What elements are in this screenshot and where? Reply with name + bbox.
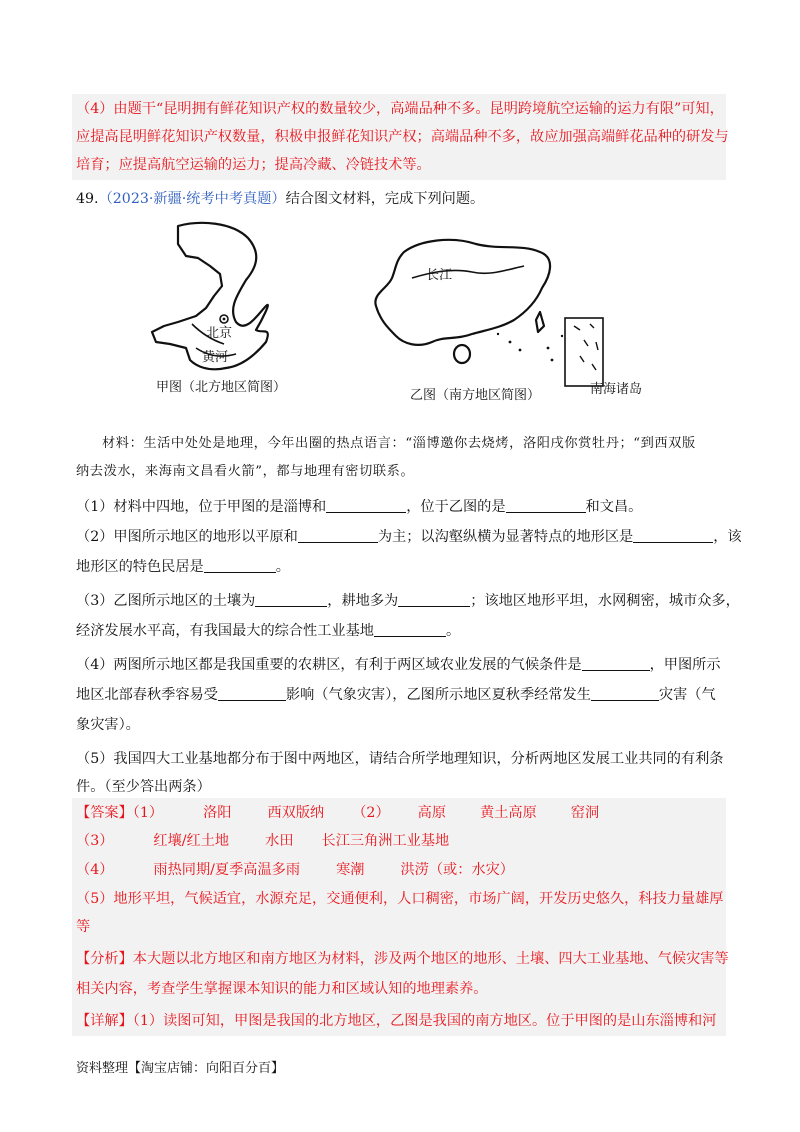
previous-answer-line: 培育；应提高航空运输的运力；提高冷藏、冷链技术等。 [76,157,431,173]
answer-row-4-cont: 等 [76,919,91,935]
question-header [76,186,724,213]
south-islands-label: 南海诸岛 [590,382,643,397]
huanghe-label: 黄河 [202,350,229,365]
answer-blank[interactable] [204,557,276,573]
material-line: 材料：生活中处处是地理，今年出圈的热点语言：“淄博邀你去烧烤，洛阳戌你赏牡丹；“到西双版 [102,436,696,451]
question-4-cont: 地区北部春秋季容易受 影响（气象灾害），乙图所示地区夏秋季经常发生 灾害（气 [76,687,716,703]
page-footer: 资料整理【淘宝店铺：向阳百分百】 [76,1061,285,1076]
answer-row-2: （3） 红壤/红土地 水田 长江三角洲工业基地 [76,833,450,849]
detail-label: 【详解】 [76,1013,133,1029]
question-1: （1）材料中四地，位于甲图的是淄博和 ，位于乙图的是 和文昌。 [76,499,643,515]
answer-blank[interactable] [398,591,470,607]
analysis-line: 【分析】本大题以北方地区和南方地区为材料，涉及两个地区的地形、土壤、四大工业基地、气候灾害等 [76,951,729,967]
question-2-cont: 地形区的特色民居是 。 [76,559,290,575]
south-islands-dots [497,333,563,362]
answer-blank[interactable] [506,497,586,513]
question-number: 49. [76,191,99,207]
question-3-cont: 经济发展水平高，有我国最大的综合性工业基地 。 [76,623,461,639]
answer-label: 【答案】 [76,805,133,821]
map-figures [0,216,800,416]
south-map-caption: 乙图（南方地区简图） [410,388,541,403]
changjiang-label: 长江 [426,268,453,283]
answer-blank[interactable] [218,685,286,701]
question-5-cont: 件。（至少答出两条） [76,779,211,795]
south-region-map [375,240,550,363]
question-3: （3）乙图所示地区的土壤为 ，耕地多为 ；该地区地形平坦，水网稠密，城市众多， [76,593,740,609]
answer-blank[interactable] [591,685,659,701]
answer-row-3: （4） 雨热同期/夏季高温多雨 寒潮 洪涝（或：水灾） [76,862,514,878]
question-4: （4）两图所示地区都是我国重要的农耕区，有利于两区域农业发展的气候条件是 ，甲图所示 [76,657,721,673]
answer-row-4: （5）地形平坦，气候适宜，水源充足，交通便利，人口稠密，市场广阔，开发历史悠久，科技力量雄厚 [76,891,724,907]
south-sea-inset [565,318,603,386]
material-line: 纳去泼水，来海南文昌看火箭”，都与地理有密切联系。 [76,464,415,479]
answer-blank[interactable] [582,655,650,671]
answer-blank[interactable] [633,527,713,543]
question-prompt: 结合图文材料，完成下列问题。 [285,191,485,207]
answer-blank[interactable] [298,527,378,543]
answer-blank[interactable] [326,497,406,513]
question-5: （5）我国四大工业基地都分布于图中两地区，请结合所学地理知识，分析两地区发展工业共同的有利条 [76,751,724,767]
analysis-line-cont: 相关内容，考查学生掌握课本知识的能力和区域认知的地理素养。 [76,981,488,997]
beijing-label: 北京 [206,326,233,341]
maps-svg [0,216,800,416]
detail-line: 【详解】（1）读图可知，甲图是我国的北方地区，乙图是我国的南方地区。位于甲图的是山东淄博和河 [76,1013,717,1029]
answer-blank[interactable] [374,621,446,637]
question-source: （2023·新疆·统考中考真题） [98,191,286,207]
answer-blank[interactable] [255,591,327,607]
previous-answer-line: 应提高昆明鲜花知识产权数量，积极申报鲜花知识产权；高端品种不多，故应加强高端鲜花品种的研发与 [76,129,729,145]
answer-row-1: 【答案】（1） 洛阳 西双版纳 （2） 高原 黄土高原 窑洞 [76,805,600,821]
previous-answer-line: （4）由题干“昆明拥有鲜花知识产权的数量较少，高端品种不多。昆明跨境航空运输的运力有限”可知， [76,101,724,117]
question-2: （2）甲图所示地区的地形以平原和 为主；以沟壑纵横为显著特点的地形区是 ，该 [76,529,742,545]
question-4-cont: 象灾害）。 [76,717,140,733]
analysis-label: 【分析】 [76,951,133,967]
north-map-caption: 甲图（北方地区简图） [156,380,287,395]
